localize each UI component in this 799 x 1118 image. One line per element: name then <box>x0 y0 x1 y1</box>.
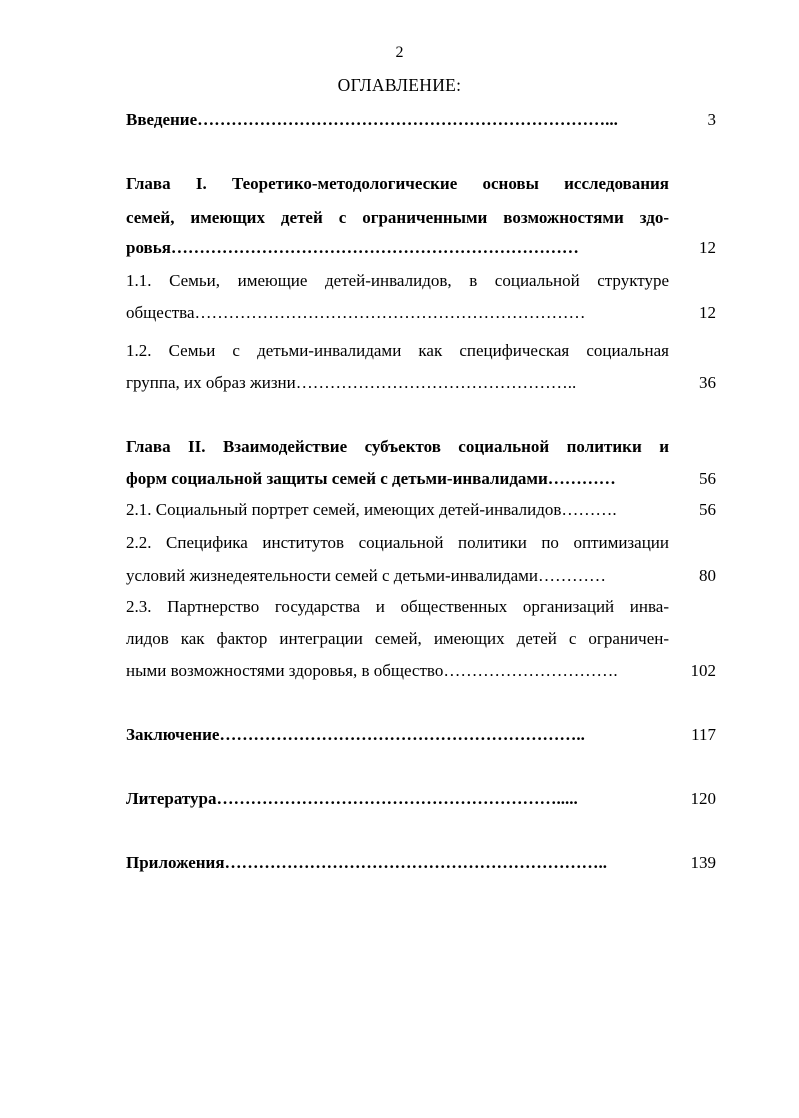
toc-page-number: 120 <box>690 789 716 808</box>
toc-entry-title-line: лидов как фактор интеграции семей, имеющих детей с ограничен- <box>126 629 669 648</box>
toc-page-number: 3 <box>707 110 716 129</box>
toc-entry-title-line: 2.2. Специфика институтов социальной политики по оптимизации <box>126 533 669 552</box>
toc-entry-title-line: Глава I. Теоретико-методологические основы исследования <box>126 174 669 193</box>
toc-entry-title-line: условий жизнедеятельности семей с детьми-инвалидами………… <box>126 566 607 585</box>
toc-entry-title-line: 2.3. Партнерство государства и общественных организаций инва- <box>126 597 669 616</box>
toc-entry-title: Литература……………………………………………………..... <box>126 789 578 808</box>
toc-page-number: 12 <box>699 238 716 257</box>
toc-page-number: 12 <box>699 303 716 322</box>
toc-entry-title-line: форм социальной защиты семей с детьми-инвалидами………… <box>126 469 616 488</box>
toc-title: ОГЛАВЛЕНИЕ: <box>337 75 462 95</box>
toc-entry-title-line: группа, их образ жизни………………………………………….. <box>126 373 577 392</box>
toc-entry-title-line: Глава II. Взаимодействие субъектов социальной политики и <box>126 437 669 456</box>
toc-page-number: 102 <box>690 661 716 680</box>
toc-entry-title-line: 1.1. Семьи, имеющие детей-инвалидов, в социальной структуре <box>126 271 669 290</box>
toc-entry-title-line: 2.1. Социальный портрет семей, имеющих детей-инвалидов………. <box>126 500 617 519</box>
toc-page-number: 117 <box>691 725 716 744</box>
toc-entry-title-line: ровья……………………………………………………………… <box>126 238 579 257</box>
toc-page-number: 36 <box>699 373 716 392</box>
toc-entry-title: Приложения………………………………………………………….. <box>126 853 608 872</box>
toc-entry-title-line: ными возможностями здоровья, в общество…………………………. <box>126 661 618 680</box>
toc-entry-title-line: общества…………………………………………………………… <box>126 303 586 322</box>
toc-page-number: 139 <box>690 853 716 872</box>
toc-page-number: 80 <box>699 566 716 585</box>
page-number: 2 <box>395 44 404 61</box>
toc-page-number: 56 <box>699 500 716 519</box>
toc-entry-title: Введение………………………………………………………………... <box>126 110 618 129</box>
toc-entry-title-line: семей, имеющих детей с ограниченными возможностями здо- <box>126 208 669 227</box>
toc-entry-title-line: 1.2. Семьи с детьми-инвалидами как специфическая социальная <box>126 341 669 360</box>
toc-page-number: 56 <box>699 469 716 488</box>
toc-entry-title: Заключение……………………………………………………….. <box>126 725 585 744</box>
